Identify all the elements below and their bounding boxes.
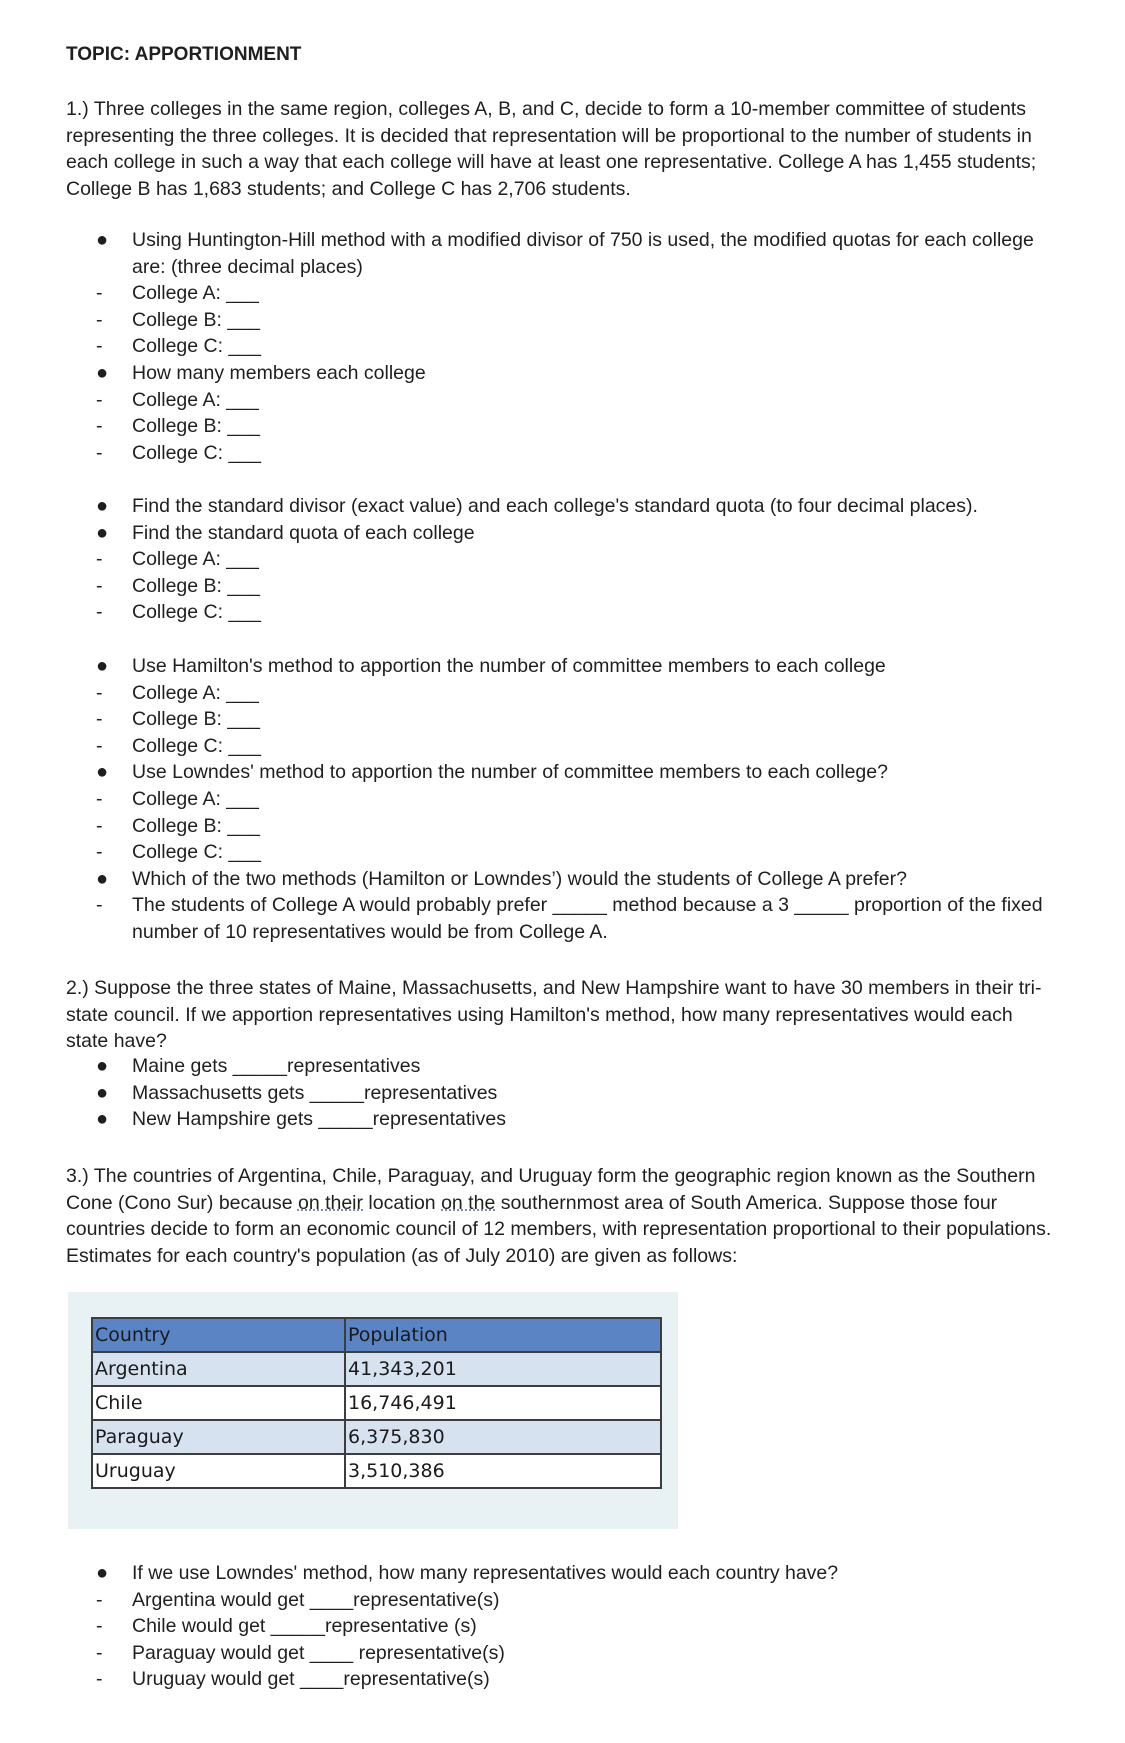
dash-item: [96, 733, 1056, 760]
bullet-item: [96, 520, 1056, 547]
dash-item: [96, 680, 1056, 707]
dash-item: [96, 1587, 1056, 1614]
dash-item: [96, 706, 1056, 733]
bullet-marker: ●: [96, 1562, 109, 1584]
bullet-marker: ●: [96, 495, 109, 517]
table-header-row: [92, 1318, 661, 1352]
item-text: College A: ___: [132, 388, 259, 411]
population-table: [91, 1317, 662, 1489]
dash-item: [96, 599, 1056, 626]
population-table-image: [68, 1292, 678, 1529]
dash-item: [96, 1640, 1056, 1667]
bullet-marker: ●: [96, 361, 109, 384]
question-2-intro: 2.) Suppose the three states of Maine, Massachusetts, and New Hampshire want to have 30 members in their tri-state council. If we apportion representatives using Hamilton's method, how many representatives would each state have?: [66, 977, 1042, 1053]
bullet-item: [96, 227, 1056, 280]
item-text: The students of College A would probably prefer _____ method because a 3 _____ proportion of the fixed number of 10 representatives would be from College A.: [132, 894, 1043, 943]
bullet-item: [96, 360, 1056, 387]
bullet-item: [96, 493, 1056, 520]
table-cell-country: Paraguay: [92, 1420, 345, 1454]
table-cell-country: Argentina: [92, 1352, 345, 1386]
item-text: Which of the two methods (Hamilton or Lowndes’) would the students of College A prefer?: [132, 867, 907, 890]
dash-item: [96, 333, 1056, 360]
table-cell-population: 41,343,201: [345, 1352, 661, 1386]
item-text: Paraguay would get ____ representative(s): [132, 1641, 505, 1664]
dash-marker: -: [96, 548, 103, 571]
item-text: College C: ___: [132, 441, 261, 464]
question-3-intro: [66, 1163, 1056, 1269]
item-text: Massachusetts gets _____representatives: [132, 1081, 498, 1104]
table-cell-population: 16,746,491: [345, 1386, 661, 1420]
bullet-item: [96, 866, 1056, 893]
dash-marker: -: [96, 1588, 103, 1611]
table-row: [92, 1386, 661, 1420]
item-text: College A: ___: [132, 681, 259, 704]
item-text: If we use Lowndes' method, how many representatives would each country have?: [132, 1562, 839, 1584]
item-text: College B: ___: [132, 814, 260, 837]
item-text: Find the standard quota of each college: [132, 521, 475, 544]
item-text: College B: ___: [132, 308, 260, 331]
item-text: College C: ___: [132, 841, 261, 864]
dash-marker: -: [96, 1668, 103, 1691]
question-1-list-a: [96, 227, 1056, 466]
dash-marker: -: [96, 841, 103, 864]
question-1-list-b: [96, 493, 1056, 626]
dash-marker: -: [96, 1641, 103, 1664]
page-title: TOPIC: APPORTIONMENT: [66, 44, 302, 65]
bullet-marker: ●: [96, 761, 109, 784]
dash-item: [96, 813, 1056, 840]
bullet-marker: ●: [96, 521, 109, 544]
item-text: College B: ___: [132, 415, 260, 438]
question-1-intro: 1.) Three colleges in the same region, colleges A, B, and C, decide to form a 10-member committee of students representing the three colleges. It is decided that representation will be proportional to the number of students in each college in such a way that each college will have at least one representative. College A has 1,455 students; College B has 1,683 students; and College C has 2,706 students.: [66, 98, 1037, 200]
dash-item: [96, 413, 1056, 440]
bullet-item: [96, 1106, 1056, 1133]
dash-item: [96, 892, 1056, 945]
q3-intro-text-1: 3.) The countries of Argentina, Chile, Paraguay, and Uruguay form the geographic region known as the Southern Cone (Cono Sur) because: [66, 1165, 1036, 1214]
item-text: College A: ___: [132, 548, 259, 571]
dash-marker: -: [96, 282, 103, 305]
dash-marker: -: [96, 894, 103, 917]
bullet-item: [96, 1080, 1056, 1107]
question-3-list: [96, 1560, 1056, 1693]
dash-marker: -: [96, 441, 103, 464]
item-text: College B: ___: [132, 574, 260, 597]
item-text: Chile would get _____representative (s): [132, 1615, 477, 1638]
table-cell-population: 3,510,386: [345, 1454, 661, 1488]
item-text: College A: ___: [132, 787, 259, 810]
dash-marker: -: [96, 574, 103, 597]
item-text: College C: ___: [132, 734, 261, 757]
table-header-country: Country: [92, 1318, 345, 1352]
q3-intro-underlined-1: on their: [297, 1191, 364, 1214]
dash-marker: -: [96, 787, 103, 810]
bullet-item: [96, 1053, 1056, 1080]
item-text: Argentina would get ____representative(s): [132, 1588, 500, 1611]
dash-marker: -: [96, 388, 103, 411]
item-text: College C: ___: [132, 335, 261, 358]
dash-marker: -: [96, 708, 103, 731]
item-text: Use Lowndes' method to apportion the number of committee members to each college?: [132, 761, 888, 784]
item-text: Maine gets _____representatives: [132, 1055, 421, 1077]
table-row: [92, 1352, 661, 1386]
table-row: [92, 1454, 661, 1488]
item-text: How many members each college: [132, 361, 426, 384]
dash-item: [96, 573, 1056, 600]
table-cell-population: 6,375,830: [345, 1420, 661, 1454]
q3-intro-text-2: location: [363, 1191, 442, 1214]
bullet-item: [96, 653, 1056, 680]
item-text: Uruguay would get ____representative(s): [132, 1668, 490, 1691]
bullet-marker: ●: [96, 229, 109, 251]
bullet-marker: ●: [96, 655, 109, 677]
bullet-item: [96, 1560, 1056, 1587]
item-text: College C: ___: [132, 601, 261, 624]
bullet-marker: ●: [96, 867, 109, 890]
dash-marker: -: [96, 601, 103, 624]
bullet-marker: ●: [96, 1081, 109, 1104]
dash-marker: -: [96, 415, 103, 438]
dash-item: [96, 546, 1056, 573]
item-text: New Hampshire gets _____representatives: [132, 1108, 506, 1131]
dash-marker: -: [96, 814, 103, 837]
dash-item: [96, 1666, 1056, 1693]
dash-item: [96, 839, 1056, 866]
table-cell-country: Chile: [92, 1386, 345, 1420]
dash-item: [96, 786, 1056, 813]
question-1-list-c: [96, 653, 1056, 946]
dash-item: [96, 1613, 1056, 1640]
item-text: College A: ___: [132, 282, 259, 305]
dash-item: [96, 440, 1056, 467]
dash-item: [96, 280, 1056, 307]
item-text: Use Hamilton's method to apportion the number of committee members to each college: [132, 655, 886, 677]
bullet-item: [96, 759, 1056, 786]
dash-item: [96, 307, 1056, 334]
item-text: Find the standard divisor (exact value) and each college's standard quota (to four decimal places).: [132, 495, 978, 517]
bullet-marker: ●: [96, 1108, 109, 1131]
q3-intro-text-3: southernmost area of South America. Suppose those four countries decide to form an economic council of 12 members, with representation proportional to their populations. Estimates for each country's population (as of July 2010) are given as follows:: [66, 1191, 1052, 1267]
dash-marker: -: [96, 1615, 103, 1638]
dash-item: [96, 387, 1056, 414]
dash-marker: -: [96, 308, 103, 331]
item-text: Using Huntington-Hill method with a modified divisor of 750 is used, the modified quotas for each college are: (three decimal places): [132, 229, 1034, 278]
dash-marker: -: [96, 734, 103, 757]
item-text: College B: ___: [132, 708, 260, 731]
bullet-marker: ●: [96, 1055, 109, 1077]
table-row: [92, 1420, 661, 1454]
q3-intro-underlined-2: on the: [441, 1191, 496, 1214]
dash-marker: -: [96, 681, 103, 704]
question-2-list: [96, 1053, 1056, 1133]
table-header-population: Population: [345, 1318, 661, 1352]
dash-marker: -: [96, 335, 103, 358]
table-cell-country: Uruguay: [92, 1454, 345, 1488]
